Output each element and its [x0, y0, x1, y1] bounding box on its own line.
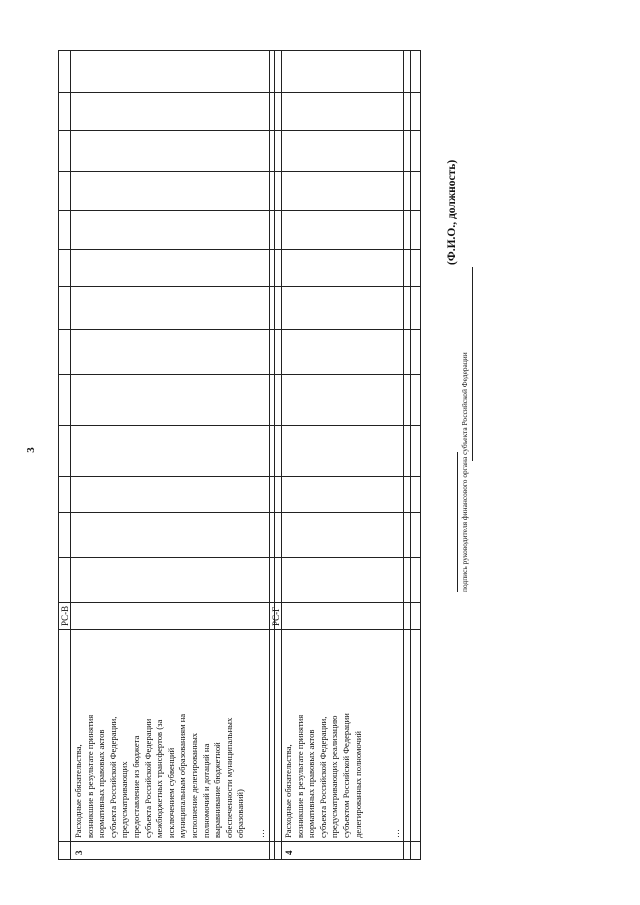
description-line: образований): [235, 789, 246, 838]
signature-line: [457, 452, 458, 592]
description-line: Расходные обязательства,: [73, 744, 83, 838]
description-line: нормативных правовых актов: [96, 729, 107, 838]
description-line: межбюджетных трансфертов (за: [154, 719, 165, 838]
row-number: 3: [74, 850, 84, 855]
description-line: субъекта Российской Федерации,: [317, 716, 328, 838]
description-line: полномочий и дотаций на: [200, 743, 211, 838]
column-separator: [58, 286, 421, 287]
column-separator: [58, 425, 421, 426]
row-code: РС-Г: [271, 606, 281, 626]
fio-line: [472, 267, 473, 461]
column-separator: [58, 92, 421, 93]
description-line: муниципальным образованиям на: [177, 713, 188, 838]
expenditure-table: [58, 50, 421, 860]
column-separator: [58, 841, 421, 842]
column-separator: [58, 329, 421, 330]
row-ellipsis: …: [391, 829, 401, 838]
row-ellipsis: …: [256, 829, 266, 838]
description-line: Расходные обязательства,: [283, 744, 293, 838]
row-description: [73, 628, 247, 838]
column-separator: [58, 210, 421, 211]
description-line: предусматривающих реализацию: [329, 715, 340, 838]
description-line: выравнивание бюджетной: [212, 742, 223, 838]
column-separator: [58, 602, 421, 603]
description-line: делегированных полномочий: [352, 730, 363, 838]
column-separator: [58, 374, 421, 375]
description-line: возникшие в результате принятия: [84, 714, 95, 838]
description-line: обеспеченности муниципальных: [223, 717, 234, 838]
row-number: 4: [284, 850, 294, 855]
description-line: субъекта Российской Федерации: [142, 718, 153, 838]
description-line: субъекта Российской Федерации,: [107, 716, 118, 838]
description-line: исключением субвенций: [165, 747, 176, 838]
column-separator: [58, 512, 421, 513]
column-separator: [58, 171, 421, 172]
page-number: 3: [25, 447, 37, 453]
row-description: [283, 628, 364, 838]
column-separator: [58, 557, 421, 558]
description-line: исполнение делегированных: [188, 732, 199, 838]
fio-label: (Ф.И.О., должность): [446, 159, 458, 265]
description-line: предоставление из бюджета: [130, 735, 141, 838]
column-separator: [58, 476, 421, 477]
signature-caption: подпись руководителя финансового органа субъекта Российской Федерации: [460, 352, 469, 592]
column-separator: [58, 130, 421, 131]
row-code: РС-В: [60, 605, 70, 626]
description-line: предусматривающих: [119, 761, 130, 838]
table-border-left: [58, 859, 421, 860]
table-border-right: [58, 50, 421, 51]
description-line: нормативных правовых актов: [306, 729, 317, 838]
column-separator: [58, 249, 421, 250]
description-line: возникшие в результате принятия: [294, 714, 305, 838]
description-line: субъектом Российской Федерации: [340, 713, 351, 838]
